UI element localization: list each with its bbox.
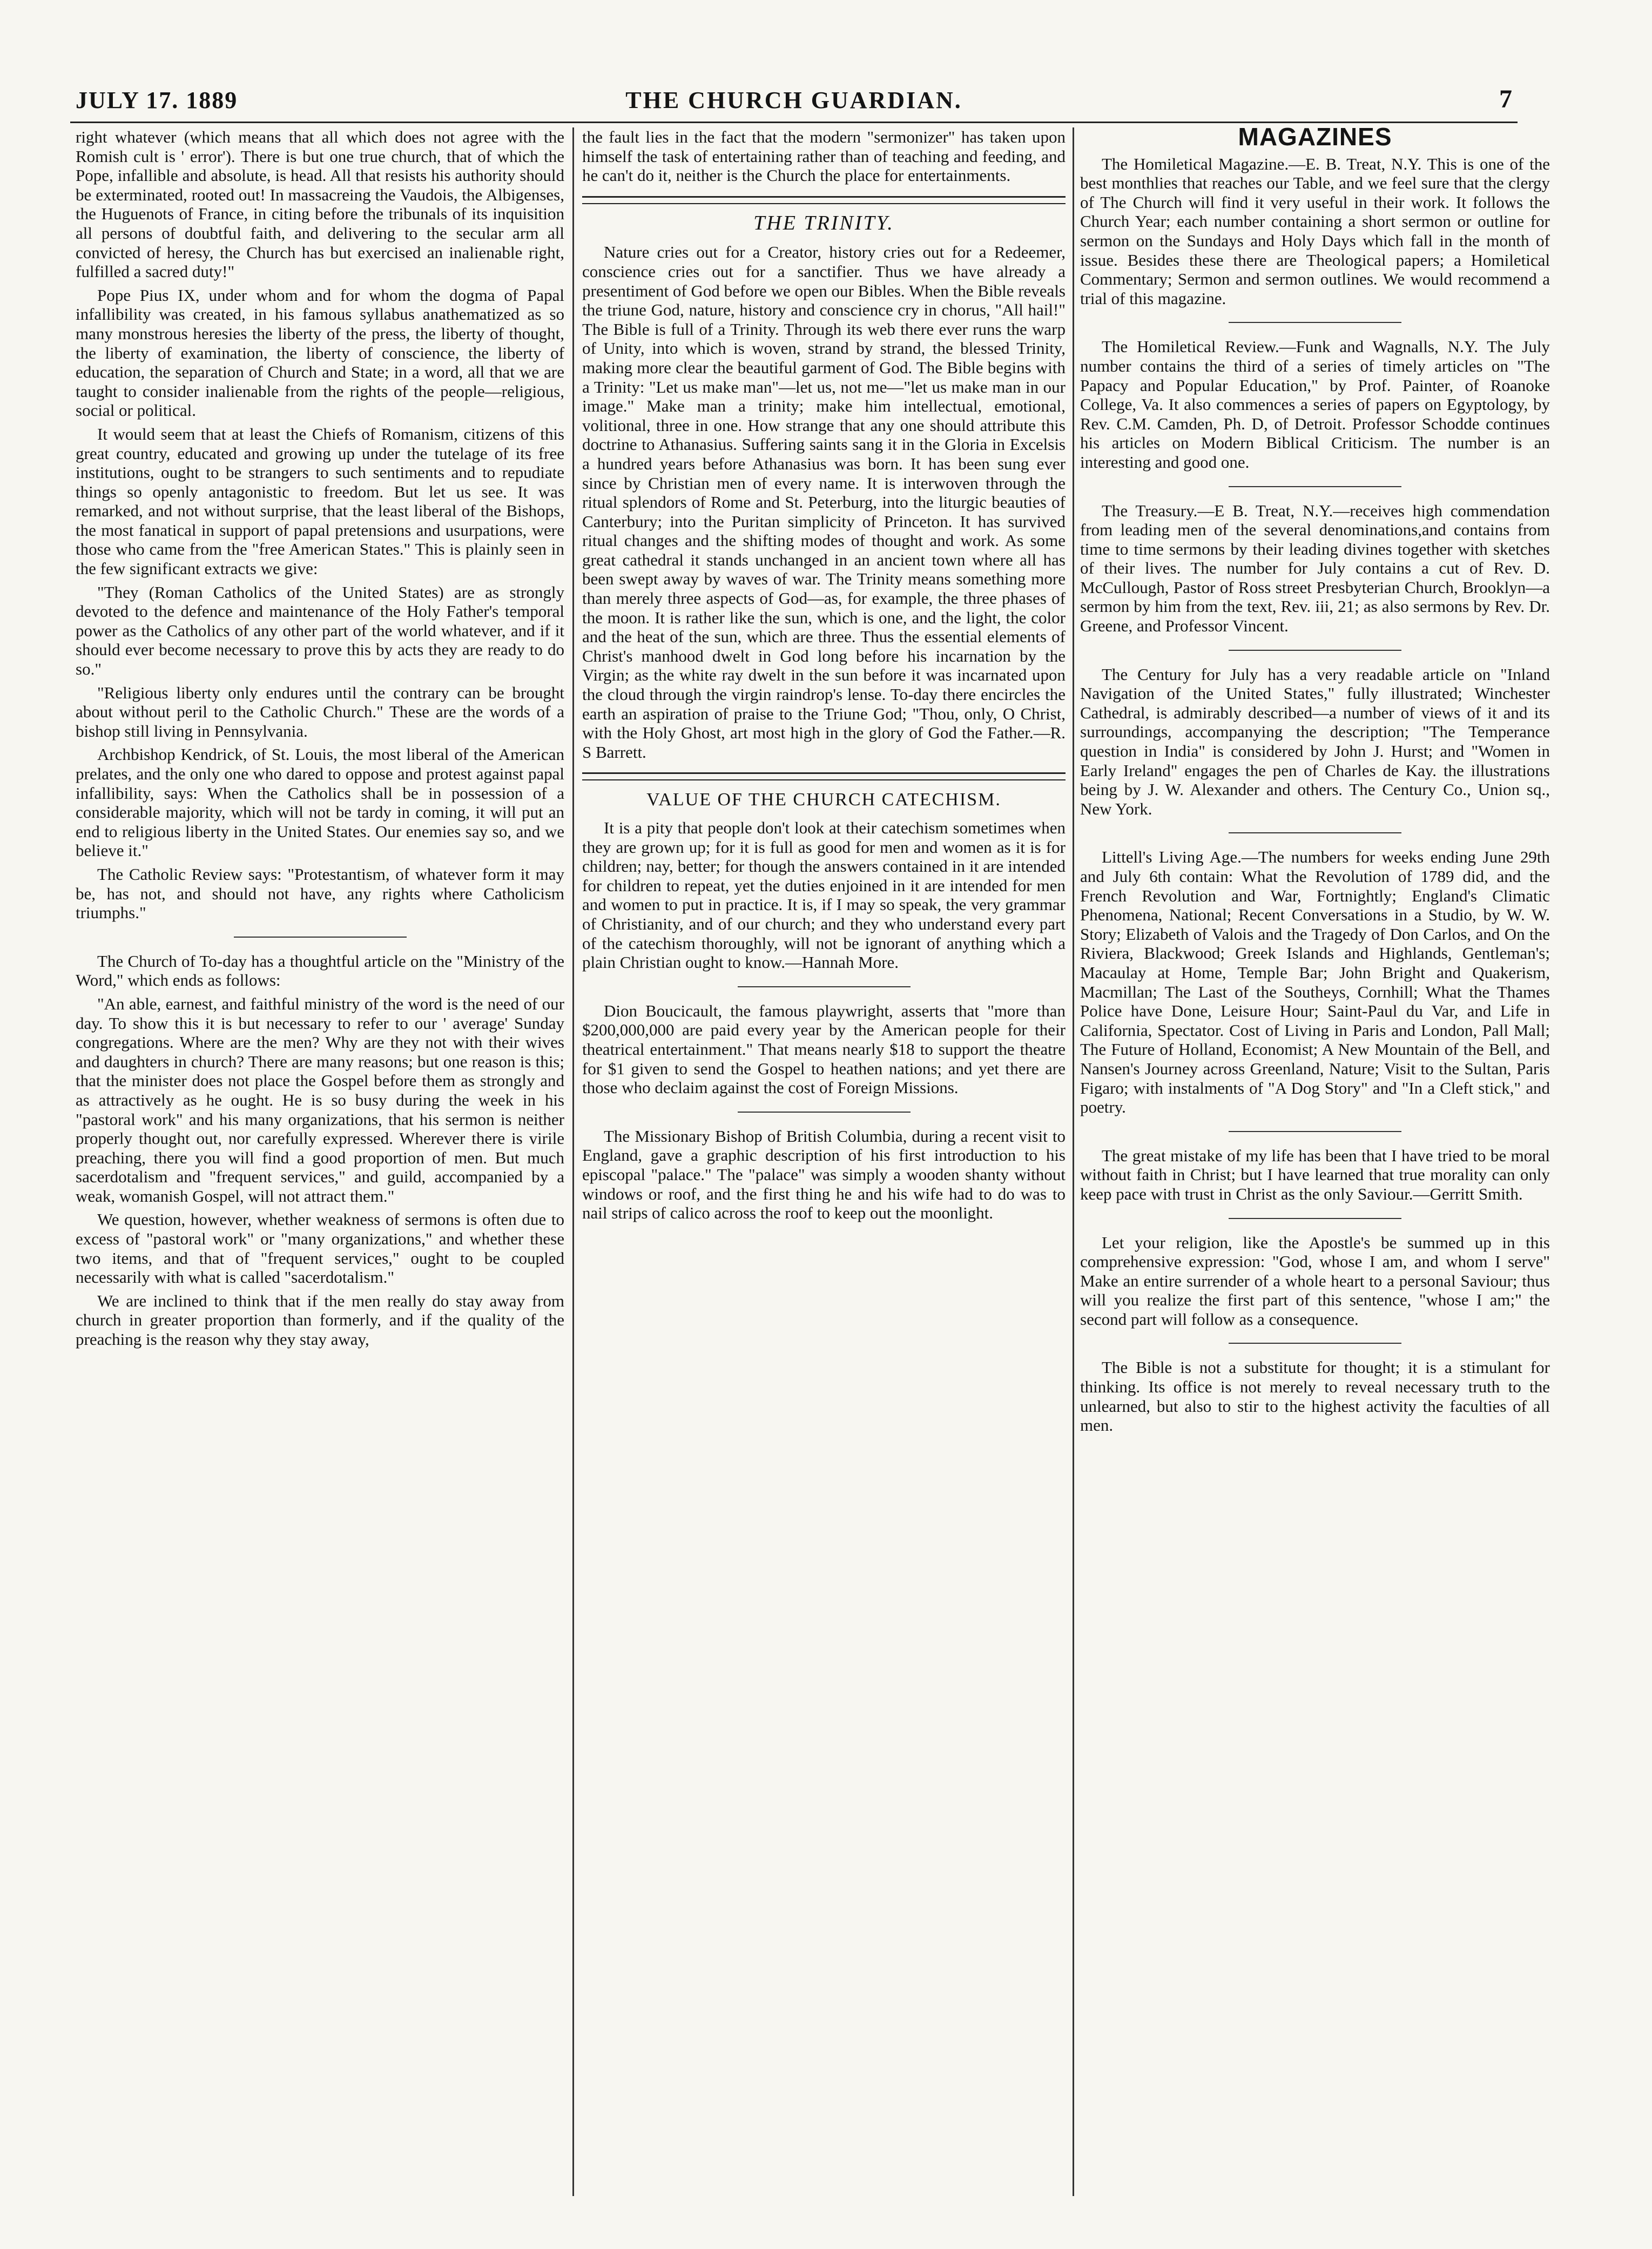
page-number: 7 [1499, 85, 1512, 113]
double-rule [582, 196, 1066, 204]
magazine-review: Littell's Living Age.—The numbers for weeks ending June 29th and July 6th contain: What the Revolution of 1789 did, and the French Revolution and War, Fortnightly; England's Climatic Phenomena, National; Recent Conversations in a Studio, by W. W. Story; Elizabeth of Valois and the Tragedy of Don Carlos, and On the Riviera, Blackwood; Greek Islands and Highlands, Gentleman's; Macaulay at Home, Temple Bar; John Bright and Quakerism, Macmillan; The Last of the Southeys, Cornhill; What the Thames Police have Done, Leisure Hour; Saint-Paul du Var, and Life in California, Spectator. Cost of Living in Paris and London, Pall Mall; The Future of Holland, Economist; A New Mountain of the Bell, and Nansen's Journey across Greenland, Nature; Visit to the Sultan, Paris Figaro; with instalments of "A Dog Story" and "In a Cleft stick," and poetry. [1080, 847, 1550, 1117]
magazines-heading: MAGAZINES [1238, 127, 1392, 151]
article-paragraph: The Catholic Review says: "Protestantism, of whatever form it may be, has not, and should not have, any rights where Catholicism triumphs." [76, 864, 564, 923]
article-paragraph: Nature cries out for a Creator, history cries out for a Redeemer, conscience cries out for a sanctifier. Thus we have already a presentiment of God before we open our Bibles. When the Bible reveals the triune God, nature, history and conscience cry in chorus, "All hail!" The Bible is full of a Trinity. Through its web there ever runs the warp of Unity, into which is woven, strand by strand, the blessed Trinity, making more clear the beautiful garment of God. The Bible begins with a Trinity: "Let us make man"—let us, not me—"let us make man in our image." Make man a trinity; make him intellectual, emotional, volitional, three in one. How strange that any one should attribute this doctrine to Athanasius. Suffering saints sang it in the Gloria in Excelsis a hundred years before Athanasius was born. It has been sung ever since by Christian men of every name. It is interwoven through the ritual splendors of Rome and St. Peterburg, into the liturgic beauties of Canterbury; into the Puritan simplicity of Princeton. It has survived ritual changes and the shifting modes of thought and work. As some great cathedral it stands unchanged in an ancient town where all has been swept away by waves of war. The Trinity means something more than merely three aspects of God—as, for example, the three phases of the moon. It is rather like the sun, which is one, and the light, the color and the heat of the sun, which are three. Thus the essential elements of Christ's manhood dwelt in God long before his incarnation by the Virgin; as the white ray dwelt in the sun before it was incarnated upon the cloud through the virgin raindrop's lense. To-day there encircles the earth an aspiration of praise to the Triune God; "Thou, only, O Christ, with the Holy Ghost, art most high in the glory of God the Father.—R. S Barrett. [582, 243, 1066, 762]
quote-paragraph: The Bible is not a substitute for thought; it is a stimulant for thinking. Its office is not merely to reveal necessary truth to the unlearned, but also to stir to the highest activity the faculties of all men. [1080, 1358, 1550, 1435]
quote-paragraph: The great mistake of my life has been that I have tried to be moral without faith in Christ; but I have learned that true morality can only keep pace with trust in Christ as the only Saviour.—Gerritt Smith. [1080, 1146, 1550, 1203]
double-rule [582, 772, 1066, 780]
issue-date: JULY 17. 1889 [76, 87, 238, 113]
trinity-heading: THE TRINITY. [753, 211, 894, 234]
section-separator [1229, 1131, 1401, 1132]
article-paragraph: "Religious liberty only endures until the contrary can be brought about without peril to the Catholic Church." These are the words of a bishop still living in Pennsylvania. [76, 683, 564, 740]
column-1 [76, 127, 564, 2201]
section-separator [234, 937, 407, 938]
newspaper-title: THE CHURCH GUARDIAN. [625, 87, 962, 113]
section-separator [1229, 1343, 1401, 1344]
section-separator [1229, 650, 1401, 651]
article-paragraph: the fault lies in the fact that the modern "sermonizer" has taken upon himself the task of entertaining rather than of teaching and feeding, and he can't do it, neither is the Church the place for entertainments. [582, 127, 1066, 185]
quote-paragraph: Let your religion, like the Apostle's be summed up in this comprehensive expression: "God, whose I am, and whom I serve" Make an entire surrender of a whole heart to a personal Saviour; thus will you realize the first part of this sentence, "whose I am;" the second part will follow as a consequence. [1080, 1233, 1550, 1329]
section-separator [738, 1112, 911, 1113]
header-rule [70, 122, 1518, 123]
article-paragraph: The Missionary Bishop of British Columbia, during a recent visit to England, gave a graphic description of his first introduction to his episcopal "palace." The "palace" was simply a wooden shanty without windows or roof, and the first thing he and his wife had to do was to nail strips of calico across the roof to keep out the moonlight. [582, 1126, 1066, 1223]
column-divider-1 [572, 127, 574, 2196]
article-paragraph: Pope Pius IX, under whom and for whom the dogma of Papal infallibility was created, in his famous syllabus anathematized as so many monstrous heresies the liberty of the press, the liberty of thought, the liberty of examination, the liberty of conscience, the liberty of education, the separation of Church and State; in a word, all that we are taught to consider inalienable from the rights of the people—religious, social or political. [76, 285, 564, 420]
section-separator [1229, 832, 1401, 833]
article-paragraph: Dion Boucicault, the famous playwright, asserts that "more than $200,000,000 are paid every year by the American people for their theatrical entertainment." That means nearly $18 to support the theatre for $1 given to send the Gospel to heathen nations; and yet there are those who declaim against the cost of Foreign Missions. [582, 1001, 1066, 1097]
article-paragraph: The Church of To-day has a thoughtful article on the "Ministry of the Word," which ends as follows: [76, 951, 564, 990]
article-paragraph: We are inclined to think that if the men really do stay away from church in greater proportion than formerly, and if the quality of the preaching is the reason why they stay away, [76, 1291, 564, 1349]
column-divider-2 [1073, 127, 1074, 2196]
column-2 [582, 127, 1066, 2201]
article-paragraph: Archbishop Kendrick, of St. Louis, the most liberal of the American prelates, and the only one who dared to oppose and protest against papal infallibility, says: When the Catholics shall be in possession of a considerable majority, which will not be tardy in coming, it will put an end to religious liberty in the United States. Our enemies say so, and we believe it." [76, 745, 564, 860]
article-paragraph: We question, however, whether weakness of sermons is often due to excess of "pastoral work" or "many organizations," and whether these two items, and that of "frequent services," ought to be coupled necessarily with what is called "sacerdotalism." [76, 1210, 564, 1287]
magazine-review: The Century for July has a very readable article on "Inland Navigation of the United States," fully illustrated; Winchester Cathedral, is admirably described—a number of views of it and its surroundings, accompanying the description; "The Temperance question in India" is considered by John J. Hurst; and "Women in Early Ireland" engages the pen of Charles de Kay. the illustrations being by J. W. Alexander and others. The Century Co., Union sq., New York. [1080, 664, 1550, 818]
magazine-review: The Homiletical Review.—Funk and Wagnalls, N.Y. The July number contains the third of a series of timely articles on "The Papacy and Popular Education," by Prof. Painter, of Roanoke College, Va. It also commences a series of papers on Egyptology, by Rev. C.M. Camden, Ph. D, of Detroit. Professor Schodde continues his articles on Modern Biblical Criticism. The number is an interesting and good one. [1080, 337, 1550, 472]
article-paragraph: "An able, earnest, and faithful ministry of the word is the need of our day. To show this it is but necessary to refer to our ' average' Sunday congregations. Where are the men? Why are they not with their wives and daughters in church? There are many reasons; but one reason is this; that the minister does not place the Gospel before them as strongly and as attractively as he ought. He is so busy during the week in his "pastoral work" and his many organizations, that his sermon is neither properly thought out, nor carefully expressed. Wherever there is virile preaching, there you will find a good proportion of men. But much sacerdotalism and "frequent services," and guild, accompanied by a weak, womanish Gospel, will not attract them." [76, 994, 564, 1206]
magazine-review: The Homiletical Magazine.—E. B. Treat, N.Y. This is one of the best monthlies that reaches our Table, and we feel sure that the clergy of The Church will find it very useful in their work. It follows the Church Year; each number containing a short sermon or outline for sermon on the Sundays and Holy Days which fall in the month of issue. Besides these there are Theological papers; a Homiletical Commentary; Sermon and sermon outlines. We would recommend a trial of this magazine. [1080, 154, 1550, 308]
section-separator [1229, 486, 1401, 487]
article-paragraph: "They (Roman Catholics of the United States) are as strongly devoted to the defence and maintenance of the Holy Father's temporal power as the Catholics of any other part of the world whatever, and if it should ever become necessary to prove this by acts they are ready to do so." [76, 582, 564, 679]
section-separator [738, 986, 911, 987]
article-paragraph: right whatever (which means that all which does not agree with the Romish cult is ' error'). There is but one true church, that of which the Pope, infallible and absolute, is head. All that resists his authority should be exterminated, rooted out! In massacreing the Vaudois, the Albigenses, the Huguenots of France, in citing before the tribunals of its inquisition all persons of doubtful faith, and delivering to the secular arm all convicted of heresy, the Church has but exercised an inalienable right, fulfilled a sacred duty!" [76, 127, 564, 281]
column-3 [1080, 127, 1550, 2201]
section-separator [1229, 322, 1401, 323]
section-separator [1229, 1218, 1401, 1219]
masthead [70, 81, 1518, 119]
magazine-review: The Treasury.—E B. Treat, N.Y.—receives high commendation from leading men of the several denominations,and contains from time to time sermons by their leading divines together with sketches of their lives. The number for July contains a cut of Rev. D. McCullough, Pastor of Ross street Presbyterian Church, Brooklyn—a sermon by him from the text, Rev. iii, 21; as also sermons by Rev. Dr. Greene, and Professor Vincent. [1080, 501, 1550, 636]
article-paragraph: It would seem that at least the Chiefs of Romanism, citizens of this great country, educated and growing up under the tutelage of its free institutions, ought to be strangers to such sentiments and to repudiate things so openly antagonistic to freedom. But let us see. It was remarked, and not without surprise, that the least liberal of the Bishops, the most fanatical in support of papal pretensions and usurpations, were those who came from the "free American States." This is plainly seen in the few significant extracts we give: [76, 424, 564, 578]
article-paragraph: It is a pity that people don't look at their catechism sometimes when they are grown up; for it is full as good for men and women as it is for children; nay, better; for though the answers contained in it are intended for children to repeat, yet the duties enjoined in it are intended for men and women to put in practice. It is, if I may so speak, the very grammar of Christianity, and of our church; and they who understand every part of the catechism thoroughly, will not be ignorant of anything which a plain Christian ought to know.—Hannah More. [582, 818, 1066, 972]
catechism-heading: VALUE OF THE CHURCH CATECHISM. [646, 790, 1001, 810]
